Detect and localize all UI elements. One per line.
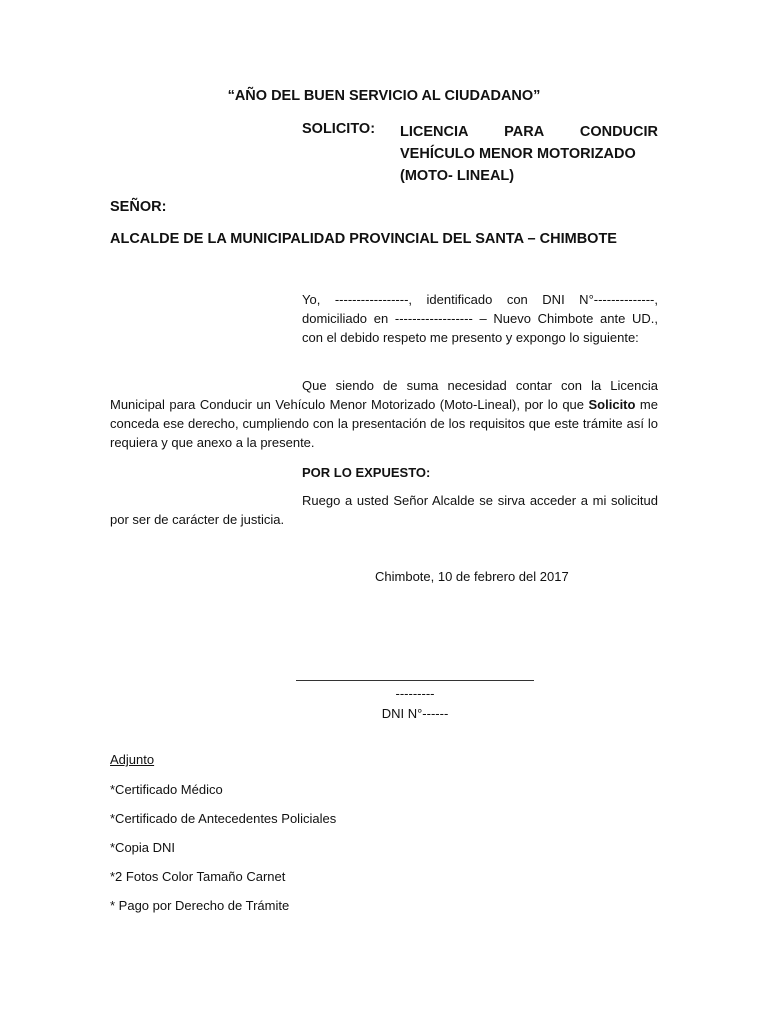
main-paragraph-part-1: Que siendo de suma necesidad contar con la Licencia Municipal para Conducir un Vehículo Menor Motorizado (Moto-Lineal), por lo que: [110, 378, 658, 412]
main-paragraph-bold: Solicito: [588, 397, 636, 412]
signature-line: [296, 680, 534, 681]
attachments-list: [110, 780, 336, 925]
attachment-item: *2 Fotos Color Tamaño Carnet: [110, 869, 286, 884]
request-label: SOLICITO:: [302, 121, 376, 137]
main-paragraph-part-2: me conceda ese derecho, cumpliendo con la presentación de los requisitos que este trámite así lo requiera y que anexo a la presente.: [110, 397, 658, 450]
salutation: SEÑOR:: [110, 199, 167, 215]
year-motto-heading: “AÑO DEL BUEN SERVICIO AL CIUDADANO”: [227, 88, 541, 104]
request-word: PARA: [504, 124, 545, 140]
expuesto-heading: POR LO EXPUESTO:: [302, 465, 431, 480]
date-line: Chimbote, 10 de febrero del 2017: [375, 569, 569, 584]
request-word: CONDUCIR: [579, 124, 658, 140]
signature-name-placeholder: ---------: [395, 686, 435, 701]
closing-paragraph: Ruego a usted Señor Alcalde se sirva acceder a mi solicitud por ser de carácter de justicia.: [110, 493, 658, 527]
request-subject-line-3: (MOTO- LINEAL): [400, 168, 515, 184]
addressee-authority: ALCALDE DE LA MUNICIPALIDAD PROVINCIAL DEL SANTA – CHIMBOTE: [110, 231, 617, 247]
attachment-item: * Pago por Derecho de Trámite: [110, 898, 290, 913]
attachments-title: Adjunto: [110, 752, 155, 767]
attachment-item: *Copia DNI: [110, 840, 176, 855]
main-paragraph: [110, 376, 658, 452]
request-word: LICENCIA: [400, 124, 469, 140]
attachment-item: *Certificado de Antecedentes Policiales: [110, 811, 337, 826]
attachment-item: *Certificado Médico: [110, 782, 223, 797]
signature-dni: DNI N°------: [381, 706, 449, 721]
intro-paragraph: Yo, -----------------, identificado con DNI N°--------------, domiciliado en ------------------ – Nuevo Chimbote ante UD., con el debido respeto me presento y expongo lo siguiente:: [302, 292, 658, 345]
request-subject-line-2: VEHÍCULO MENOR MOTORIZADO: [400, 146, 636, 162]
request-subject: [400, 121, 658, 187]
request-subject-line-1: [400, 121, 658, 143]
